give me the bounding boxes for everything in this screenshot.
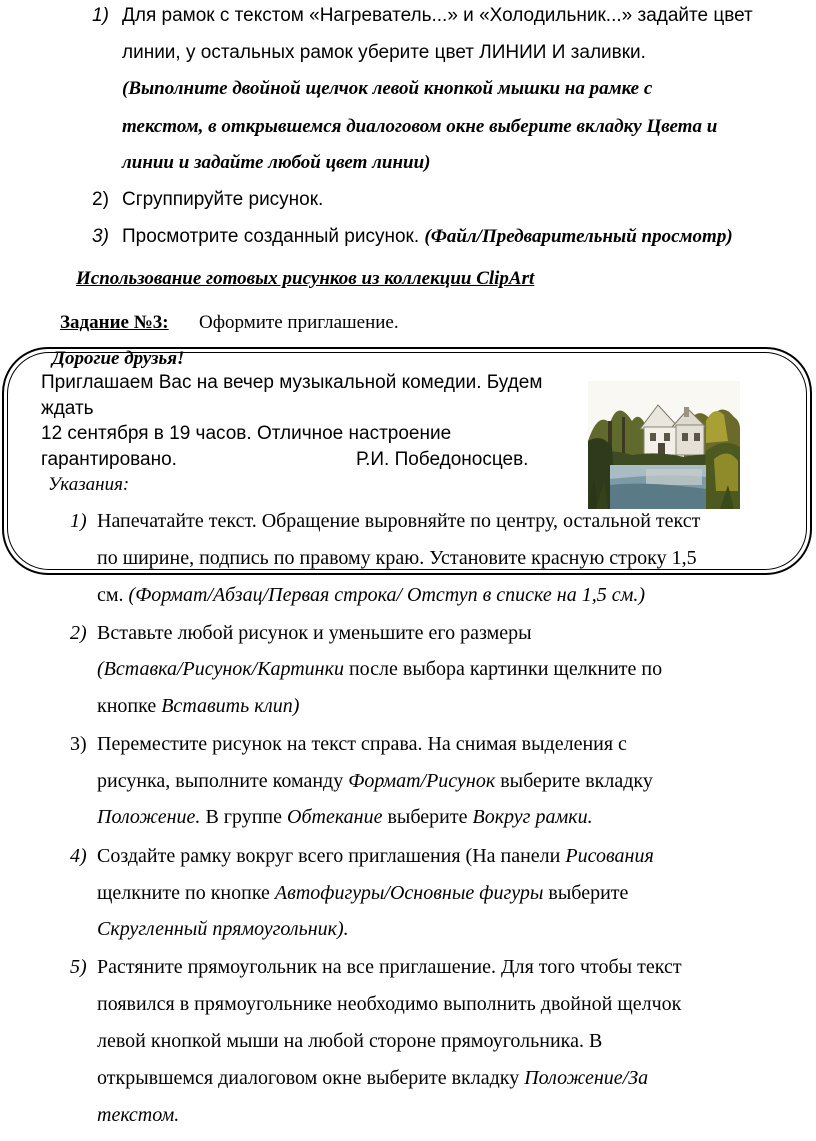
instruction-3-hint-d: Вокруг рамки. [472, 806, 593, 828]
task-1-hint-line-3: линии и задайте любой цвет линии) [122, 152, 431, 173]
house-by-lake-clipart-icon [588, 381, 740, 509]
instruction-2-line-3 [97, 695, 299, 718]
instruction-1-line-2: по ширине, подпись по правому краю. Установите красную строку 1,5 [97, 547, 697, 569]
instruction-2-plain-b: кнопке [97, 695, 162, 717]
task-3-text [122, 226, 733, 248]
instruction-4-line-1 [97, 845, 654, 868]
instructions-label: Указания: [48, 474, 130, 495]
section-heading: Использование готовых рисунков из коллекции ClipArt [76, 268, 535, 289]
list-number: 3) [70, 733, 87, 755]
instruction-4-plain-b: щелкните по кнопке [97, 882, 275, 904]
instruction-5-line-2: появился в прямоугольнике необходимо выполнить двойной щелчок [97, 993, 682, 1015]
instruction-3-plain-c: В группе [200, 806, 287, 828]
invitation-line-1: Приглашаем Вас на вечер музыкальной комедии. Будем [41, 372, 543, 393]
instruction-2-line-1: Вставьте любой рисунок и уменьшите его размеры [97, 622, 532, 644]
instruction-2-line-2 [97, 658, 662, 681]
instruction-2-hint-b: Вставить клип) [161, 695, 300, 717]
instruction-2-plain: после выбора картинки щелкните по [343, 658, 663, 680]
instruction-3-plain-b: выберите вкладку [495, 770, 653, 792]
instruction-5-line-3: левой кнопкой мыши на любой стороне прямоугольника. В [97, 1030, 603, 1052]
instruction-1-plain: см. [97, 584, 129, 606]
list-number: 5) [70, 956, 87, 978]
instruction-4-line-3: Скругленный прямоугольник). [97, 918, 349, 940]
instruction-4-line-2 [97, 882, 628, 905]
list-number: 1) [92, 5, 109, 26]
invitation-greeting: Дорогие друзья! [52, 348, 185, 369]
instruction-3-hint-c: Обтекание [287, 806, 383, 828]
instruction-4-plain-c: выберите [543, 882, 629, 904]
invitation-signature: Р.И. Победоносцев. [356, 449, 529, 470]
instruction-5-plain: открывшемся диалоговом окне выберите вкладку [97, 1067, 525, 1089]
list-number: 2) [70, 622, 87, 644]
task-3-hint: (Файл/Предварительный просмотр) [424, 226, 733, 247]
instruction-2-hint: (Вставка/Рисунок/Картинки [97, 658, 344, 680]
task-1-hint-line-2: текстом, в открывшемся диалоговом окне выберите вкладку Цвета и [122, 116, 718, 137]
instruction-5-line-1: Растяните прямоугольник на все приглашение. Для того чтобы текст [97, 956, 682, 978]
instruction-5-line-5: текстом. [97, 1104, 180, 1126]
task-3-label: Задание №3: [60, 312, 169, 333]
instruction-4-hint-b: Автофигуры/Основные фигуры [274, 882, 544, 904]
task-2-text: Сгруппируйте рисунок. [122, 189, 324, 210]
instruction-5-hint: Положение/За [524, 1067, 649, 1089]
list-number: 1) [70, 510, 87, 532]
invitation-line-4: гарантировано. [41, 449, 177, 470]
task-1-line-1: Для рамок с текстом «Нагреватель...» и «Холодильник...» задайте цвет [122, 5, 753, 26]
task-3-description: Оформите приглашение. [199, 312, 399, 333]
instruction-5-line-4 [97, 1067, 648, 1090]
instruction-3-hint-a: Формат/Рисунок [348, 770, 496, 792]
invitation-line-2: ждать [41, 398, 94, 419]
list-number: 2) [92, 189, 109, 210]
task-1-hint-line-1: (Выполните двойной щелчок левой кнопкой мышки на рамке с [122, 78, 653, 99]
instruction-4-plain-a: Создайте рамку вокруг всего приглашения (На панели [97, 845, 566, 867]
instruction-3-plain-a: рисунка, выполните команду [97, 770, 349, 792]
instruction-3-plain-d: выберите [382, 806, 473, 828]
task-1-line-2: линии, у остальных рамок уберите цвет ЛИНИИ И заливки. [122, 42, 646, 63]
instruction-1-line-1: Напечатайте текст. Обращение выровняйте по центру, остальной текст [97, 510, 701, 532]
list-number: 3) [92, 226, 109, 247]
invitation-line-3: 12 сентября в 19 часов. Отличное настроение [41, 423, 452, 444]
instruction-4-hint-a: Рисования [565, 845, 654, 867]
instruction-3-line-1: Переместите рисунок на текст справа. На снимая выделения с [97, 733, 627, 755]
list-number: 4) [70, 845, 87, 867]
instruction-1-line-3 [97, 584, 645, 607]
instruction-3-line-3 [97, 806, 593, 829]
task-3-plain: Просмотрите созданный рисунок. [122, 226, 420, 247]
instruction-1-hint: (Формат/Абзац/Первая строка/ Отступ в списке на 1,5 см.) [128, 584, 646, 606]
instruction-3-line-2 [97, 770, 653, 793]
instruction-3-hint-b: Положение. [97, 806, 201, 828]
